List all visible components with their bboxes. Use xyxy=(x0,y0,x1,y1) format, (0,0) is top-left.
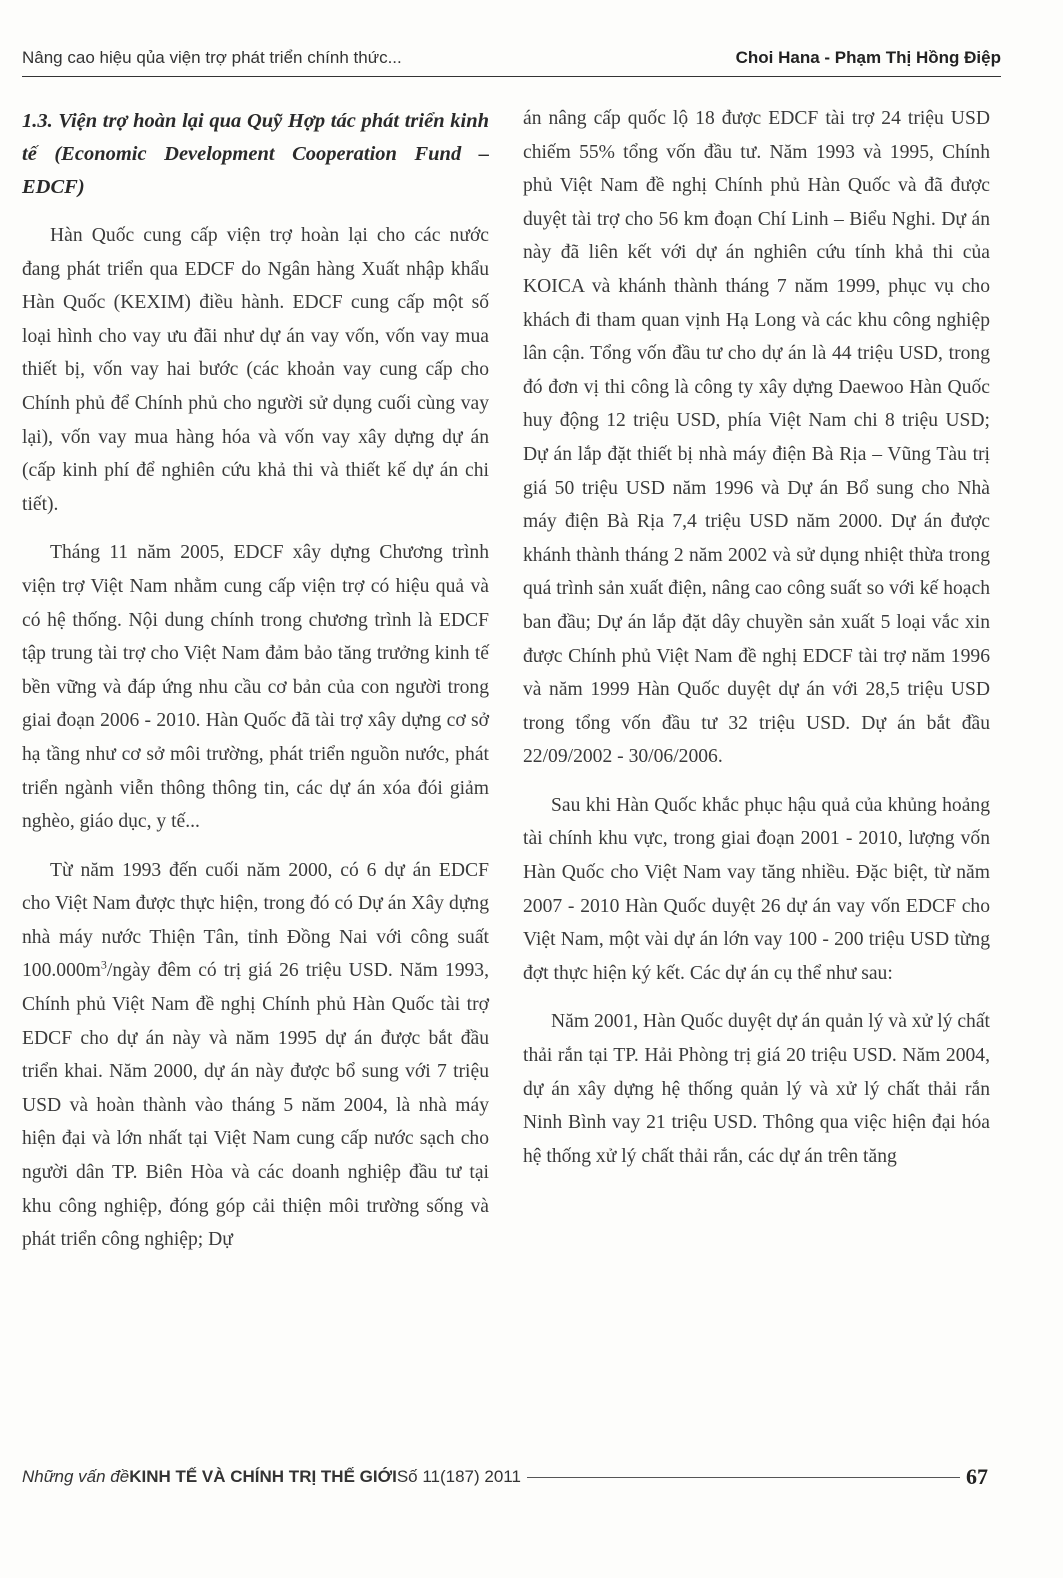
superscript: 3 xyxy=(100,957,107,972)
left-column xyxy=(22,105,489,1257)
issue-number: Số 11(187) 2011 xyxy=(396,1467,521,1486)
section-heading: 1.3. Viện trợ hoàn lại qua Quỹ Hợp tác phát triển kinh tế (Economic Development Cooperation Fund – EDCF) xyxy=(22,110,489,198)
paragraph: Năm 2001, Hàn Quốc duyệt dự án quản lý và xử lý chất thải rắn tại TP. Hải Phòng trị giá 20 triệu USD. Năm 2004, dự án xây dựng hệ thống quản lý và xử lý chất thải rắn Ninh Bình vay 21 triệu USD. Thông qua việc hiện đại hóa hệ thống xử lý chất thải rắn, các dự án trên tăng xyxy=(523,1011,990,1167)
paragraph: Sau khi Hàn Quốc khắc phục hậu quả của khủng hoảng tài chính khu vực, trong giai đoạn 2001 - 2010, lượng vốn Hàn Quốc cho Việt Nam vay tăng nhiều. Đặc biệt, từ năm 2007 - 2010 Hàn Quốc duyệt 26 dự án vay vốn EDCF cho Việt Nam, một vài dự án lớn vay 100 - 200 triệu USD từng đợt thực hiện ký kết. Các dự án cụ thể như sau: xyxy=(523,794,990,984)
running-footer xyxy=(22,1462,988,1492)
page-number: 67 xyxy=(966,1464,988,1489)
paragraph xyxy=(22,854,489,1257)
paragraph: án nâng cấp quốc lộ 18 được EDCF tài trợ 24 triệu USD chiếm 55% tổng vốn đầu tư. Năm 1993 và 1995, Chính phủ Việt Nam đề nghị Chính phủ Hàn Quốc và đã được duyệt tài trợ cho 56 km đoạn Chí Linh – Biểu Nghi. Dự án này đã liên kết với dự án nghiên cứu tính khả thi của KOICA và khánh thành tháng 7 năm 1999, phục vụ cho khách đi tham quan vịnh Hạ Long và các khu công nghiệp lân cận. Tổng vốn đầu tư cho dự án là 44 triệu USD, trong đó đơn vị thi công là công ty xây dựng Daewoo Hàn Quốc huy động 12 triệu USD, phía Việt Nam chi 8 triệu USD; Dự án lắp đặt thiết bị nhà máy điện Bà Rịa – Vũng Tàu trị giá 50 triệu USD năm 1996 và Dự án Bổ sung cho Nhà máy điện Bà Rịa 7,4 triệu USD năm 2000. Dự án được khánh thành tháng 2 năm 2002 và sử dụng nhiệt thừa trong quá trình sản xuất điện, nâng cao công suất so với kế hoạch ban đầu; Dự án lắp đặt dây chuyền sản xuất 5 loại vắc xin được Chính phủ Việt Nam đề nghị EDCF tài trợ năm 1996 và năm 1999 Hàn Quốc duyệt dự án với 28,5 triệu USD trong tổng vốn đầu tư 32 triệu USD. Dự án bắt đầu 22/09/2002 - 30/06/2006. xyxy=(523,108,990,768)
header-authors: Choi Hana - Phạm Thị Hồng Điệp xyxy=(735,48,1001,67)
footer-rule xyxy=(527,1477,960,1478)
right-column xyxy=(523,102,990,1173)
paragraph-text: /ngày đêm có trị giá 26 triệu USD. Năm 1993, Chính phủ Việt Nam đề nghị Chính phủ Hàn Quốc tài trợ EDCF cho dự án này và năm 1995 dự án được bắt đầu triển khai. Năm 2000, dự án này được bổ sung với 7 triệu USD và hoàn thành vào tháng 5 năm 2004, là nhà máy hiện đại và lớn nhất tại Việt Nam cung cấp nước sạch cho người dân TP. Biên Hòa và các doanh nghiệp đầu tư tại khu công nghiệp, đóng góp cải thiện môi trường sống và phát triển công nghiệp; Dự xyxy=(22,960,489,1251)
paragraph: Tháng 11 năm 2005, EDCF xây dựng Chương trình viện trợ Việt Nam nhằm cung cấp viện trợ có hiệu quả và có hệ thống. Nội dung chính trong chương trình là EDCF tập trung tài trợ cho Việt Nam đảm bảo tăng trưởng kinh tế bền vững và đáp ứng nhu cầu cơ bản của con người trong giai đoạn 2006 - 2010. Hàn Quốc đã tài trợ xây dựng cơ sở hạ tầng như cơ sở môi trường, phát triển nguồn nước, phát triển ngành viễn thông thông tin, các dự án xóa đói giảm nghèo, giáo dục, y tế... xyxy=(22,542,489,833)
journal-name-prefix: Những vấn đề xyxy=(22,1467,130,1486)
journal-name: KINH TẾ VÀ CHÍNH TRỊ THẾ GIỚI xyxy=(129,1467,397,1486)
paragraph-text: Từ năm 1993 đến cuối năm 2000, có 6 dự án EDCF cho Việt Nam được thực hiện, trong đó có Dự án Xây dựng nhà máy nước Thiện Tân, tỉnh Đồng Nai với công suất 100.000m xyxy=(22,859,489,982)
paragraph: Hàn Quốc cung cấp viện trợ hoàn lại cho các nước đang phát triển qua EDCF do Ngân hàng Xuất nhập khẩu Hàn Quốc (KEXIM) điều hành. EDCF cung cấp một số loại hình cho vay ưu đãi như dự án vay vốn, vốn vay mua thiết bị, vốn vay hai bước (các khoản vay cung cấp cho Chính phủ để Chính phủ cho người sử dụng cuối cùng vay lại), vốn vay mua hàng hóa và vốn vay xây dựng dự án (cấp kinh phí để nghiên cứu khả thi và thiết kế dự án chi tiết). xyxy=(22,225,489,515)
header-article-title: Nâng cao hiệu qủa viện trợ phát triển chính thức... xyxy=(22,48,402,67)
running-header xyxy=(22,46,1001,77)
